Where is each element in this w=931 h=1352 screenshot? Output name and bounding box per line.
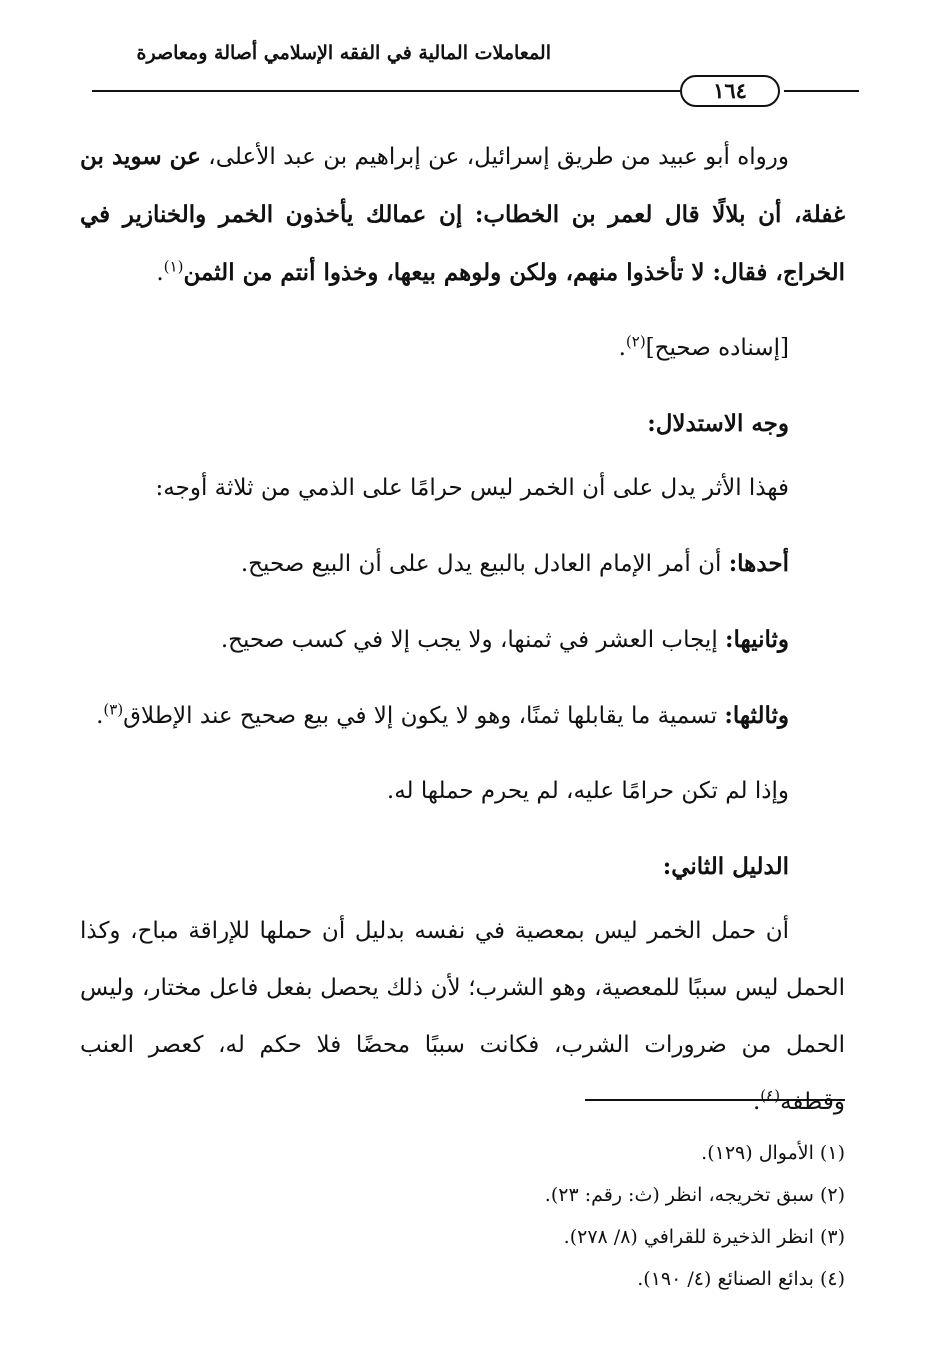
footnote-ref-2: (٢)	[625, 332, 646, 351]
header-rule-left	[92, 90, 680, 92]
point-text: إيجاب العشر في ثمنها، ولا يجب إلا في كسب صحيح.	[220, 627, 726, 653]
footnote-ref-3: (٣)	[103, 700, 124, 719]
point-label: أحدها:	[728, 550, 789, 577]
point-text: تسمية ما يقابلها ثمنًا، وهو لا يكون إلا في بيع صحيح عند الإطلاق	[123, 703, 725, 729]
footnote-item: (١) الأموال (١٢٩).	[701, 1142, 845, 1164]
grading-text: [إسناده صحيح]	[645, 335, 789, 361]
footnotes	[200, 1132, 845, 1300]
paragraph-end-mark: .	[96, 703, 104, 729]
paragraph-narration	[80, 128, 845, 302]
running-header-title: المعاملات المالية في الفقه الإسلامي أصالة ومعاصرة	[136, 42, 551, 64]
footnote-item: (٢) سبق تخريجه، انظر (ث: رقم: ٢٣).	[544, 1184, 845, 1206]
narration-chain: ورواه أبو عبيد من طريق إسرائيل، عن إبراهيم بن عبد الأعلى،	[200, 144, 789, 170]
footnote-item: (٤) بدائع الصنائع (٤/ ١٩٠).	[637, 1268, 845, 1290]
header-rule-right	[784, 90, 859, 92]
point-text: أن أمر الإمام العادل بالبيع يدل على أن البيع صحيح.	[240, 551, 729, 577]
paragraph-point-1	[80, 535, 845, 593]
point-label: وثالثها:	[724, 702, 789, 729]
page-body	[80, 128, 845, 1149]
paragraph-conclusion: وإذا لم تكن حرامًا عليه، لم يحرم حملها له.	[386, 778, 789, 804]
footnote-item: (٣) انظر الذخيرة للقرافي (٨/ ٢٧٨).	[563, 1226, 845, 1248]
section-heading-inference: وجه الاستدلال:	[647, 410, 789, 437]
footnote-ref-4: (٤)	[760, 1086, 781, 1105]
paragraph-intro: فهذا الأثر يدل على أن الخمر ليس حرامًا على الذمي من ثلاثة أوجه:	[155, 475, 789, 501]
section-heading-second-proof: الدليل الثاني:	[662, 853, 789, 880]
paragraph-end-mark: .	[618, 335, 626, 361]
page-number-badge: ١٦٤	[680, 75, 780, 107]
paragraph-point-3	[80, 687, 845, 745]
paragraph-second-proof	[80, 903, 845, 1131]
paragraph-point-2	[80, 611, 845, 669]
point-label: وثانيها:	[725, 626, 789, 653]
narration-text: عن سويد بن غفلة، أن بلالًا قال لعمر بن الخطاب: إن عمالك يأخذون الخمر والخنازير في الخراج، فقال: لا تأخذوا منهم، ولكن ولوهم بيعها، وخذوا أنتم من الثمن	[80, 143, 845, 286]
paragraph-end-mark: .	[752, 1089, 761, 1115]
footnote-separator	[585, 1099, 845, 1101]
paragraph-grading	[80, 320, 845, 377]
second-proof-text: أن حمل الخمر ليس بمعصية في نفسه بدليل أن حملها للإراقة مباح، وكذا الحمل ليس سببًا للمعصية، وهو الشرب؛ لأن ذلك يحصل بفعل فاعل مختار، وليس الحمل من ضرورات الشرب، فكانت سببًا محضًا فلا حكم له، كعصر العنب وقطفه	[80, 918, 845, 1115]
paragraph-end-mark: .	[156, 260, 164, 286]
footnote-ref-1: (١)	[163, 257, 184, 276]
